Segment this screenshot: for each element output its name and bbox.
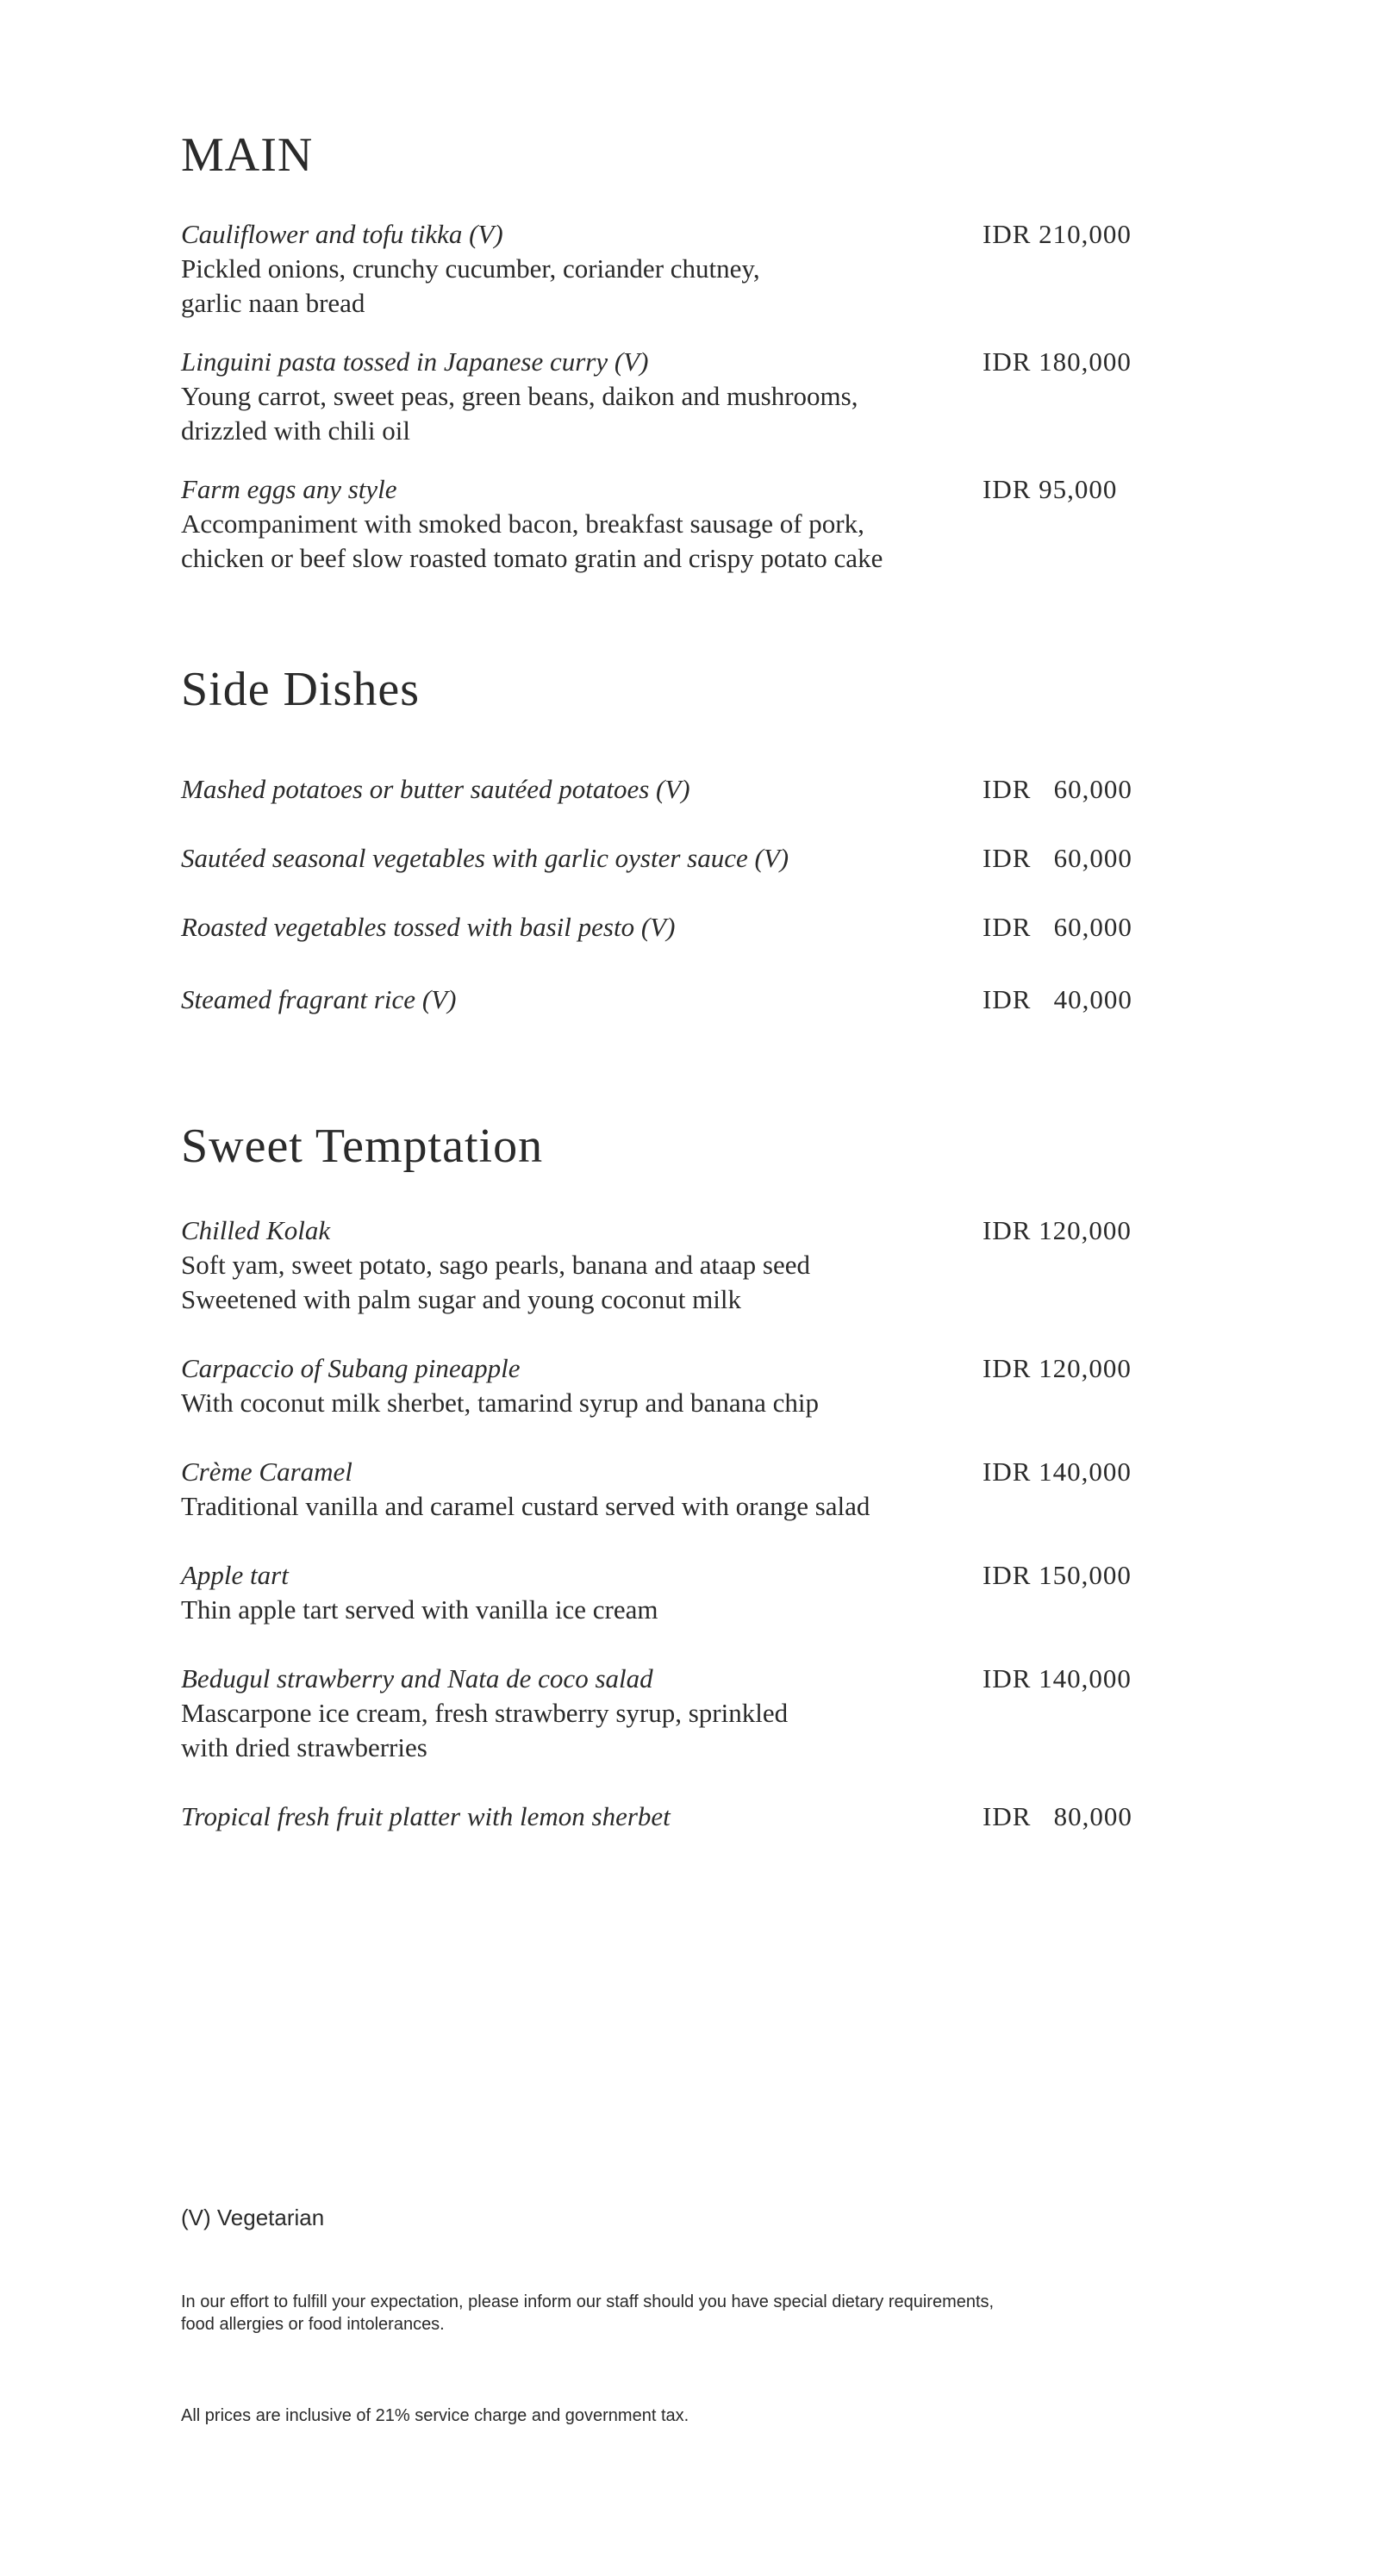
item-name: Linguini pasta tossed in Japanese curry (V) bbox=[181, 346, 649, 377]
item-name: Roasted vegetables tossed with basil pesto (V) bbox=[181, 912, 676, 942]
item-name: Bedugul strawberry and Nata de coco salad bbox=[181, 1663, 653, 1693]
item-price: IDR 140,000 bbox=[983, 1663, 1132, 1693]
item-price: IDR 40,000 bbox=[983, 984, 1132, 1014]
menu-item bbox=[181, 982, 1215, 1017]
item-price: IDR 120,000 bbox=[983, 1353, 1132, 1383]
item-price: IDR 150,000 bbox=[983, 1560, 1132, 1590]
item-price: IDR 120,000 bbox=[983, 1215, 1132, 1245]
item-description: Pickled onions, crunchy cucumber, coriander chutney, garlic naan bread bbox=[181, 253, 760, 318]
menu-item bbox=[181, 910, 1215, 945]
item-name: Chilled Kolak bbox=[181, 1215, 331, 1245]
item-description: Mascarpone ice cream, fresh strawberry syrup, sprinkled with dried strawberries bbox=[181, 1698, 789, 1762]
item-name: Apple tart bbox=[181, 1560, 289, 1590]
section-title-main: MAIN bbox=[181, 128, 314, 182]
item-description: Accompaniment with smoked bacon, breakfast sausage of pork, chicken or beef slow roasted tomato gratin and crispy potato cake bbox=[181, 508, 883, 573]
menu-item bbox=[181, 841, 1215, 876]
item-price: IDR 210,000 bbox=[983, 219, 1132, 249]
item-price: IDR 95,000 bbox=[983, 474, 1118, 504]
vegetarian-legend: (V) Vegetarian bbox=[181, 2205, 325, 2230]
item-description: Traditional vanilla and caramel custard served with orange salad bbox=[181, 1491, 870, 1521]
tax-note: All prices are inclusive of 21% service charge and government tax. bbox=[181, 2406, 689, 2425]
menu-item bbox=[181, 1662, 1215, 1765]
item-price: IDR 180,000 bbox=[983, 346, 1132, 377]
item-name: Carpaccio of Subang pineapple bbox=[181, 1353, 521, 1383]
menu-item bbox=[181, 345, 1215, 448]
menu-item bbox=[181, 472, 1215, 576]
item-description: Thin apple tart served with vanilla ice cream bbox=[181, 1594, 658, 1625]
item-description: Soft yam, sweet potato, sago pearls, banana and ataap seed Sweetened with palm sugar and young coconut milk bbox=[181, 1250, 810, 1314]
item-price: IDR 60,000 bbox=[983, 843, 1132, 873]
menu-item bbox=[181, 1351, 1215, 1420]
section-title-sweet-temptation: Sweet Temptation bbox=[181, 1120, 544, 1173]
item-name: Farm eggs any style bbox=[181, 474, 397, 504]
item-description: With coconut milk sherbet, tamarind syrup and banana chip bbox=[181, 1388, 819, 1418]
menu-item bbox=[181, 1558, 1215, 1627]
item-description: Young carrot, sweet peas, green beans, daikon and mushrooms, drizzled with chili oil bbox=[181, 381, 858, 446]
menu-item bbox=[181, 217, 1215, 321]
item-name: Cauliflower and tofu tikka (V) bbox=[181, 219, 503, 249]
section-title-side-dishes: Side Dishes bbox=[181, 663, 420, 716]
menu-item bbox=[181, 772, 1215, 807]
menu-item bbox=[181, 1799, 1215, 1834]
item-price: IDR 60,000 bbox=[983, 912, 1132, 942]
menu-item bbox=[181, 1213, 1215, 1317]
dietary-note: In our effort to fulfill your expectation, please inform our staff should you have special dietary requirements, food allergies or food intolerances. bbox=[181, 2292, 995, 2334]
item-price: IDR 140,000 bbox=[983, 1456, 1132, 1487]
item-name: Crème Caramel bbox=[181, 1456, 352, 1487]
item-name: Sautéed seasonal vegetables with garlic oyster sauce (V) bbox=[181, 843, 789, 873]
item-name: Steamed fragrant rice (V) bbox=[181, 984, 457, 1014]
item-price: IDR 80,000 bbox=[983, 1801, 1132, 1831]
item-price: IDR 60,000 bbox=[983, 774, 1132, 804]
menu-item bbox=[181, 1455, 1215, 1524]
item-name: Mashed potatoes or butter sautéed potatoes (V) bbox=[181, 774, 690, 804]
item-name: Tropical fresh fruit platter with lemon sherbet bbox=[181, 1801, 671, 1831]
